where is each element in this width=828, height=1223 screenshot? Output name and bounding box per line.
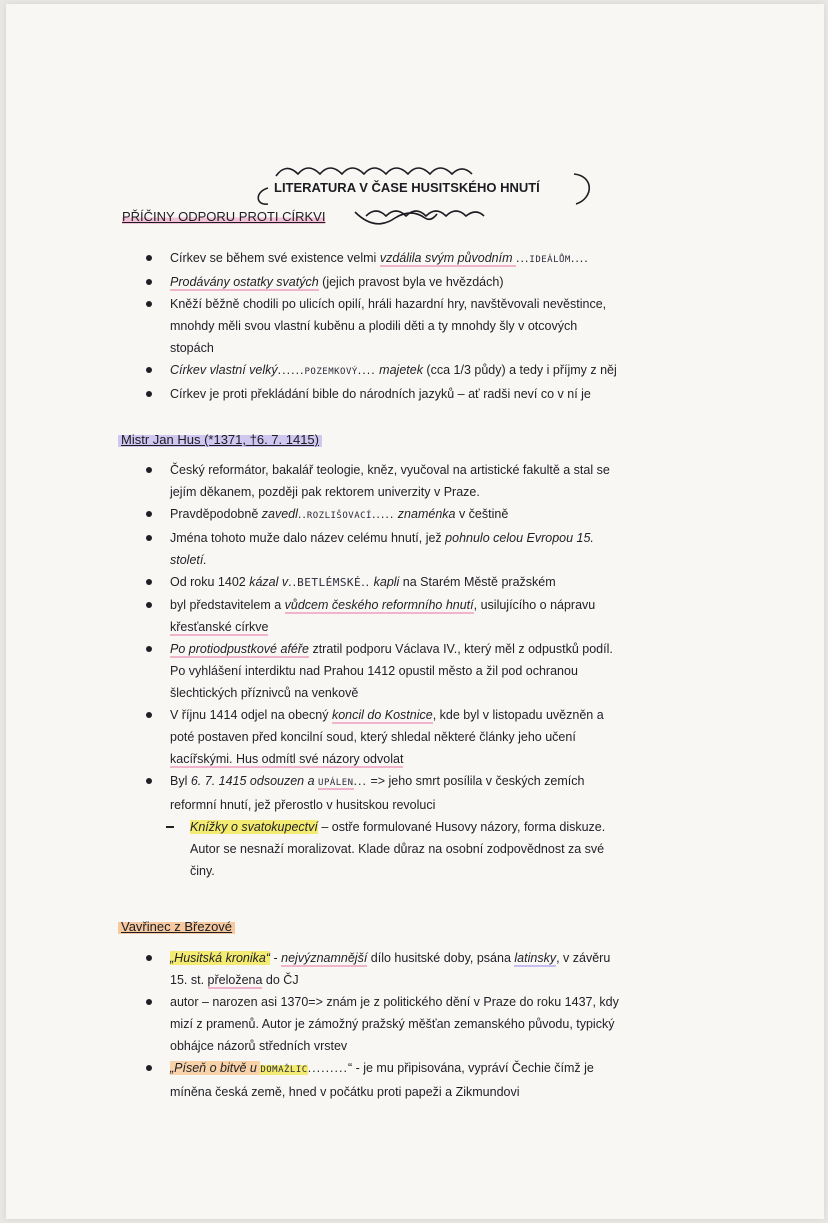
section2-heading: Mistr Jan Hus (*1371, †6. 7. 1415) — [118, 432, 322, 447]
section3-list — [146, 947, 766, 1103]
list-item: Církev se během své existence velmi vzdálila svým původním ...IDEÁLŮM.... — [146, 247, 746, 271]
sub-list-item: Knížky o svatokupectví – ostře formulované Husovy názory, forma diskuze. Autor se nesnaží moralizovat. Klade důraz na osobní zodpovědnost za své činy. — [146, 816, 766, 882]
list-item: Jména tohoto muže dalo název celému hnutí, jež pohnulo celou Evropou 15. století. — [146, 527, 766, 571]
list-item: Po protiodpustkové aféře ztratil podporu Václava IV., který měl z odpustků podíl. Po vyhlášení interdiktu nad Prahou 1412 opustil město a žil pod ochranou šlechtických příznivců na venkově — [146, 638, 766, 704]
list-item: Kněží běžně chodili po ulicích opilí, hráli hazardní hry, navštěvovali nevěstince, mnohdy měli svou vlastní kuběnu a plodili děti a ty mnohdy šly v otcových stopách — [146, 293, 746, 359]
list-item: Byl 6. 7. 1415 odsouzen a UPÁLEN... => jeho smrt posílila v českých zemích reformní hnutí, jež přerostlo v husitskou revoluci — [146, 770, 766, 816]
notebook-page — [6, 4, 824, 1219]
section3-heading: Vavřinec z Březové — [118, 919, 235, 934]
list-item: Církev je proti překládání bible do národních jazyků – ať radši neví co v ní je — [146, 383, 746, 405]
section2-list — [146, 459, 766, 882]
list-item: V říjnu 1414 odjel na obecný koncil do Kostnice, kde byl v listopadu uvězněn a poté postaven před koncilní soud, který shledal některé články jeho učení kacířskými. Hus odmítl své názory odvolat — [146, 704, 766, 770]
list-item: „Husitská kronika“ - nejvýznamnější dílo husitské doby, psána latinsky, v závěru 15. st. přeložena do ČJ — [146, 947, 766, 991]
list-item: byl představitelem a vůdcem českého reformního hnutí, usilujícího o nápravu křesťanské církve — [146, 594, 766, 638]
section1-list — [146, 247, 746, 405]
list-item: Pravděpodobně zavedl..ROZLIŠOVACÍ..... znaménka v češtině — [146, 503, 766, 527]
list-item: „Píseň o bitvě u DOMAŽLIC.........“ - je mu připisována, vypráví Čechie čímž je míněna česká země, hned v počátku proti papeži a Zikmundovi — [146, 1057, 766, 1103]
list-item: Od roku 1402 kázal v..BETLÉMSKÉ.. kapli na Starém Městě pražském — [146, 571, 766, 594]
page-title: LITERATURA V ČASE HUSITSKÉHO HNUTÍ — [274, 180, 540, 195]
list-item: Prodávány ostatky svatých (jejich pravost byla ve hvězdách) — [146, 271, 746, 293]
list-item: autor – narozen asi 1370=> znám je z politického dění v Praze do roku 1437, kdy mizí z pramenů. Autor je zámožný pražský měšťan zemanského původu, typický obhájce názorů středních vrstev — [146, 991, 766, 1057]
list-item: Český reformátor, bakalář teologie, kněz, vyučoval na artistické fakultě a stal se jejím děkanem, později pak rektorem univerzity v Praze. — [146, 459, 766, 503]
list-item: Církev vlastní velký......POZEMKOVÝ.... majetek (cca 1/3 půdy) a tedy i příjmy z něj — [146, 359, 746, 383]
section1-heading: PŘÍČINY ODPORU PROTI CÍRKVI — [122, 209, 326, 224]
swoosh-icon — [351, 204, 441, 228]
